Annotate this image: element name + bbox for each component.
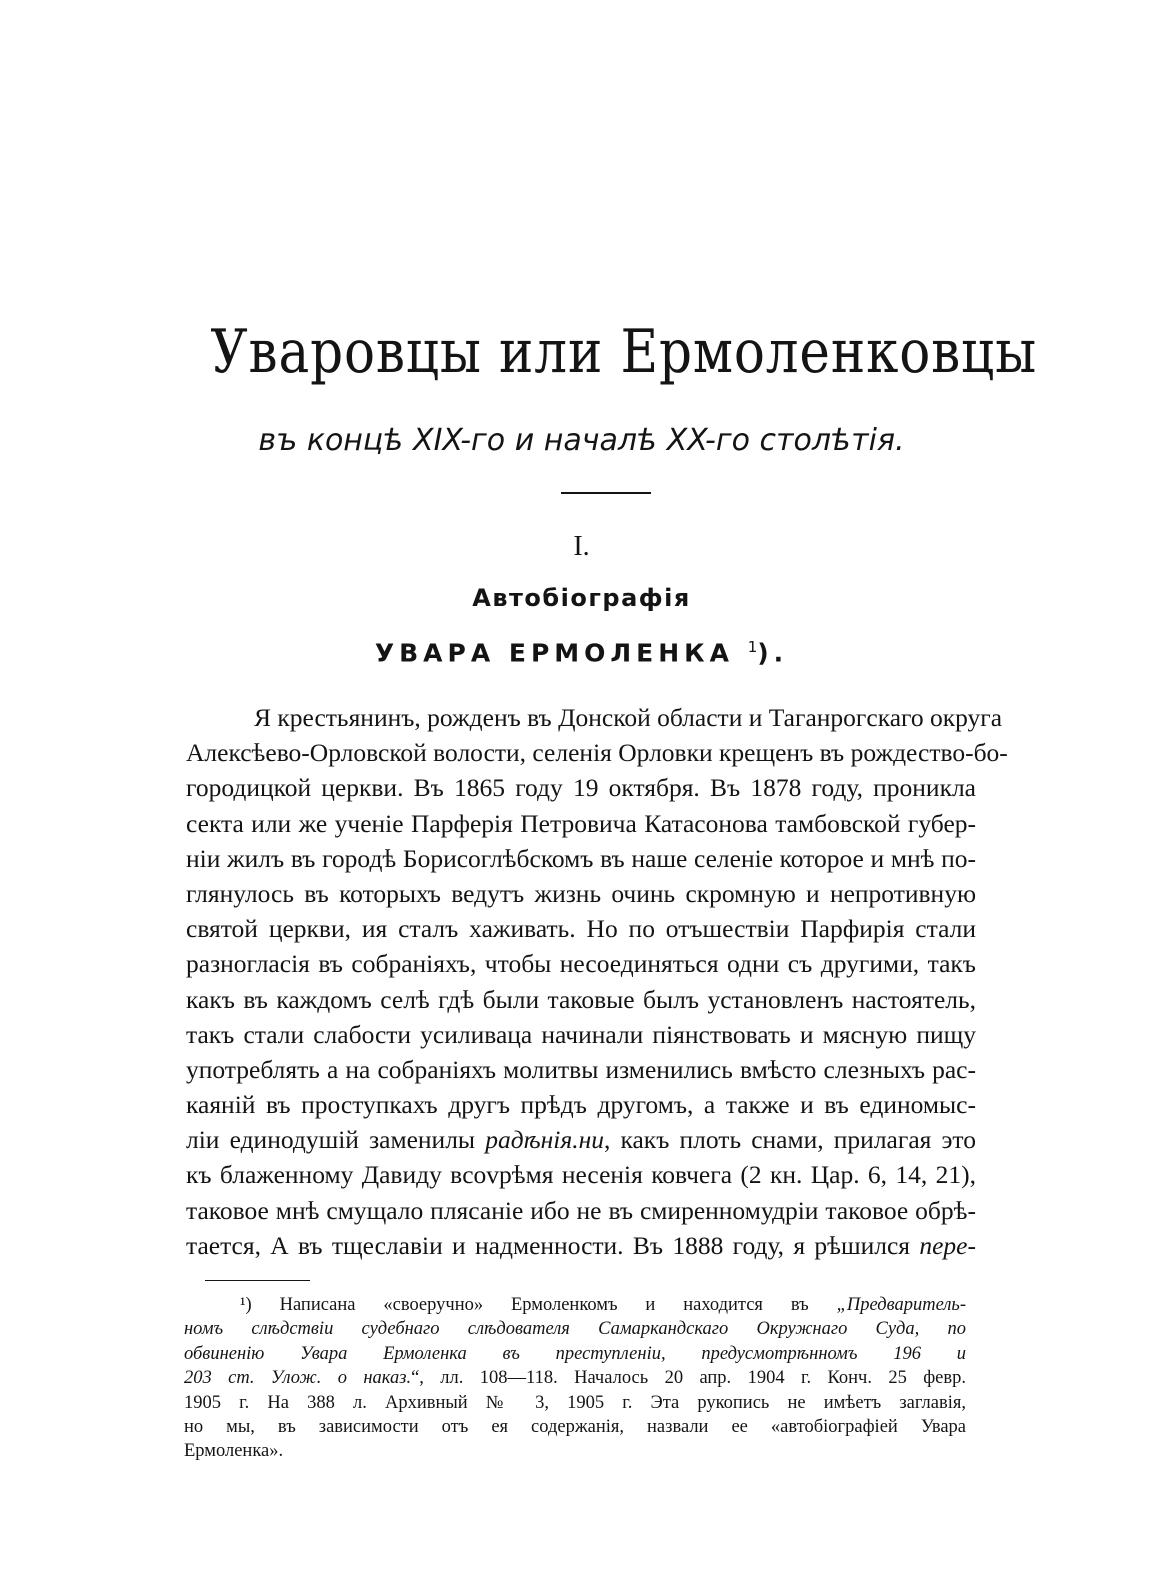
text-segment: ліи единодушій заменилы xyxy=(186,1125,486,1155)
title-divider xyxy=(561,492,651,494)
section-name-tail: ). xyxy=(757,638,789,668)
text-segment: “, лл. 108—118. Началось 20 апр. 1904 г. Конч. 25 февр. xyxy=(411,1368,967,1389)
footnote-line xyxy=(184,1366,966,1390)
page-title: Уваровцы или Ермоленковцы xyxy=(210,317,1038,387)
text-segment: секта или же ученіе Парферія Петровича Катасонова тамбовской губер- xyxy=(186,808,976,838)
body-line xyxy=(186,1193,976,1228)
text-segment: какъ въ каждомъ селѣ гдѣ были таковые былъ установленъ настоятель, xyxy=(186,984,976,1014)
italic-text: пере- xyxy=(919,1230,976,1260)
section-name xyxy=(150,638,1013,668)
text-segment: таковое мнѣ смущало плясаніе ибо не въ смиренномудріи таковое обрѣ- xyxy=(186,1195,976,1225)
body-line xyxy=(186,1017,976,1052)
body-line xyxy=(186,1087,976,1122)
body-line xyxy=(186,876,976,911)
footnote-line xyxy=(184,1415,966,1439)
italic-text: радѣнія.ни xyxy=(485,1125,604,1155)
footnote-line xyxy=(184,1439,966,1463)
text-segment: городицкой церкви. Въ 1865 году 19 октября. Въ 1878 году, проникла xyxy=(186,773,976,803)
italic-text: „Предваритель- xyxy=(836,1295,966,1315)
text-segment: Алексѣево-Орловской волости, селенія Орловки крещенъ въ рождество-бо- xyxy=(186,738,1008,768)
text-segment: 1905 г. На 388 л. Архивный № 3, 1905 г. Эта рукопись не имѣетъ заглавія, xyxy=(184,1392,966,1413)
footnote-line xyxy=(184,1317,966,1341)
text-segment: ніи жилъ въ городѣ Борисоглѣбскомъ въ наше селеніе которое и мнѣ по- xyxy=(186,843,976,873)
body-line xyxy=(186,1122,976,1157)
body-line xyxy=(186,946,976,981)
body-line xyxy=(186,735,1008,770)
body-line xyxy=(186,1052,976,1087)
body-line xyxy=(186,911,976,946)
footnote-line xyxy=(184,1391,966,1415)
text-segment: но мы, въ зависимости отъ ея содержанія, назвали ее «автобіографіей Увара xyxy=(184,1416,966,1437)
body-line xyxy=(186,841,976,876)
section-title: Автобіографія xyxy=(472,584,691,612)
text-segment: употреблять а на собраніяхъ молитвы изменились вмѣсто слезныхъ рас- xyxy=(186,1054,976,1084)
body-line xyxy=(186,700,1003,735)
text-segment: такъ стали слабости усиливаца начинали піянствовать и мясную пищу xyxy=(186,1019,976,1049)
body-line xyxy=(186,1228,976,1263)
text-segment: ¹) Написана «своеручно» Ермоленкомъ и находится въ xyxy=(240,1295,837,1315)
section-name-text: УВАРА ЕРМОЛЕНКА xyxy=(374,638,734,668)
text-segment: тается, А въ тщеславіи и надменности. Въ 1888 году, я рѣшился xyxy=(186,1230,920,1260)
text-segment: Ермоленка». xyxy=(184,1441,284,1462)
body-line xyxy=(186,770,976,805)
text-segment: , какъ плоть снами, прилагая это xyxy=(603,1125,976,1155)
page-subtitle: въ концѣ XIX-го и началѣ XX-го столѣтія. xyxy=(258,423,905,458)
section-number: I. xyxy=(573,531,590,562)
body-line xyxy=(186,1157,976,1192)
text-segment: разногласія въ собраніяхъ, чтобы несоединяться одни съ другими, такъ xyxy=(186,949,976,979)
footnote-line xyxy=(184,1293,966,1317)
body-text xyxy=(186,700,1008,1263)
footnote-line xyxy=(184,1342,966,1366)
italic-text: обвиненію Увара Ермоленка въ преступленіи, предусмотрѣнномъ 196 и xyxy=(184,1343,966,1364)
footnote-divider xyxy=(205,1280,310,1281)
italic-text: 203 ст. Улож. о наказ. xyxy=(184,1368,412,1389)
text-segment: глянулось въ которыхъ ведутъ жизнь очинь скромную и непротивную xyxy=(186,878,976,908)
body-line xyxy=(186,806,976,841)
body-line xyxy=(186,982,976,1017)
text-segment: Я крестьянинъ, рожденъ въ Донской области и Таганрогскаго округа xyxy=(254,703,1003,732)
text-segment: каяній въ проступкахъ другъ прѣдъ другомъ, а также и въ единомыс- xyxy=(186,1090,976,1120)
text-segment: святой церкви, ия сталъ хаживать. Но по отъшествіи Парфирія стали xyxy=(186,914,976,944)
italic-text: номъ слѣдствіи судебнаго слѣдователя Самаркандскаго Окружнаго Суда, по xyxy=(184,1319,966,1340)
footnote-reference: 1 xyxy=(747,638,758,656)
footnote xyxy=(184,1293,966,1464)
text-segment: къ блаженному Давиду вcovрѣмя несенія ковчега (2 кн. Цар. 6, 14, 21), xyxy=(186,1160,976,1190)
